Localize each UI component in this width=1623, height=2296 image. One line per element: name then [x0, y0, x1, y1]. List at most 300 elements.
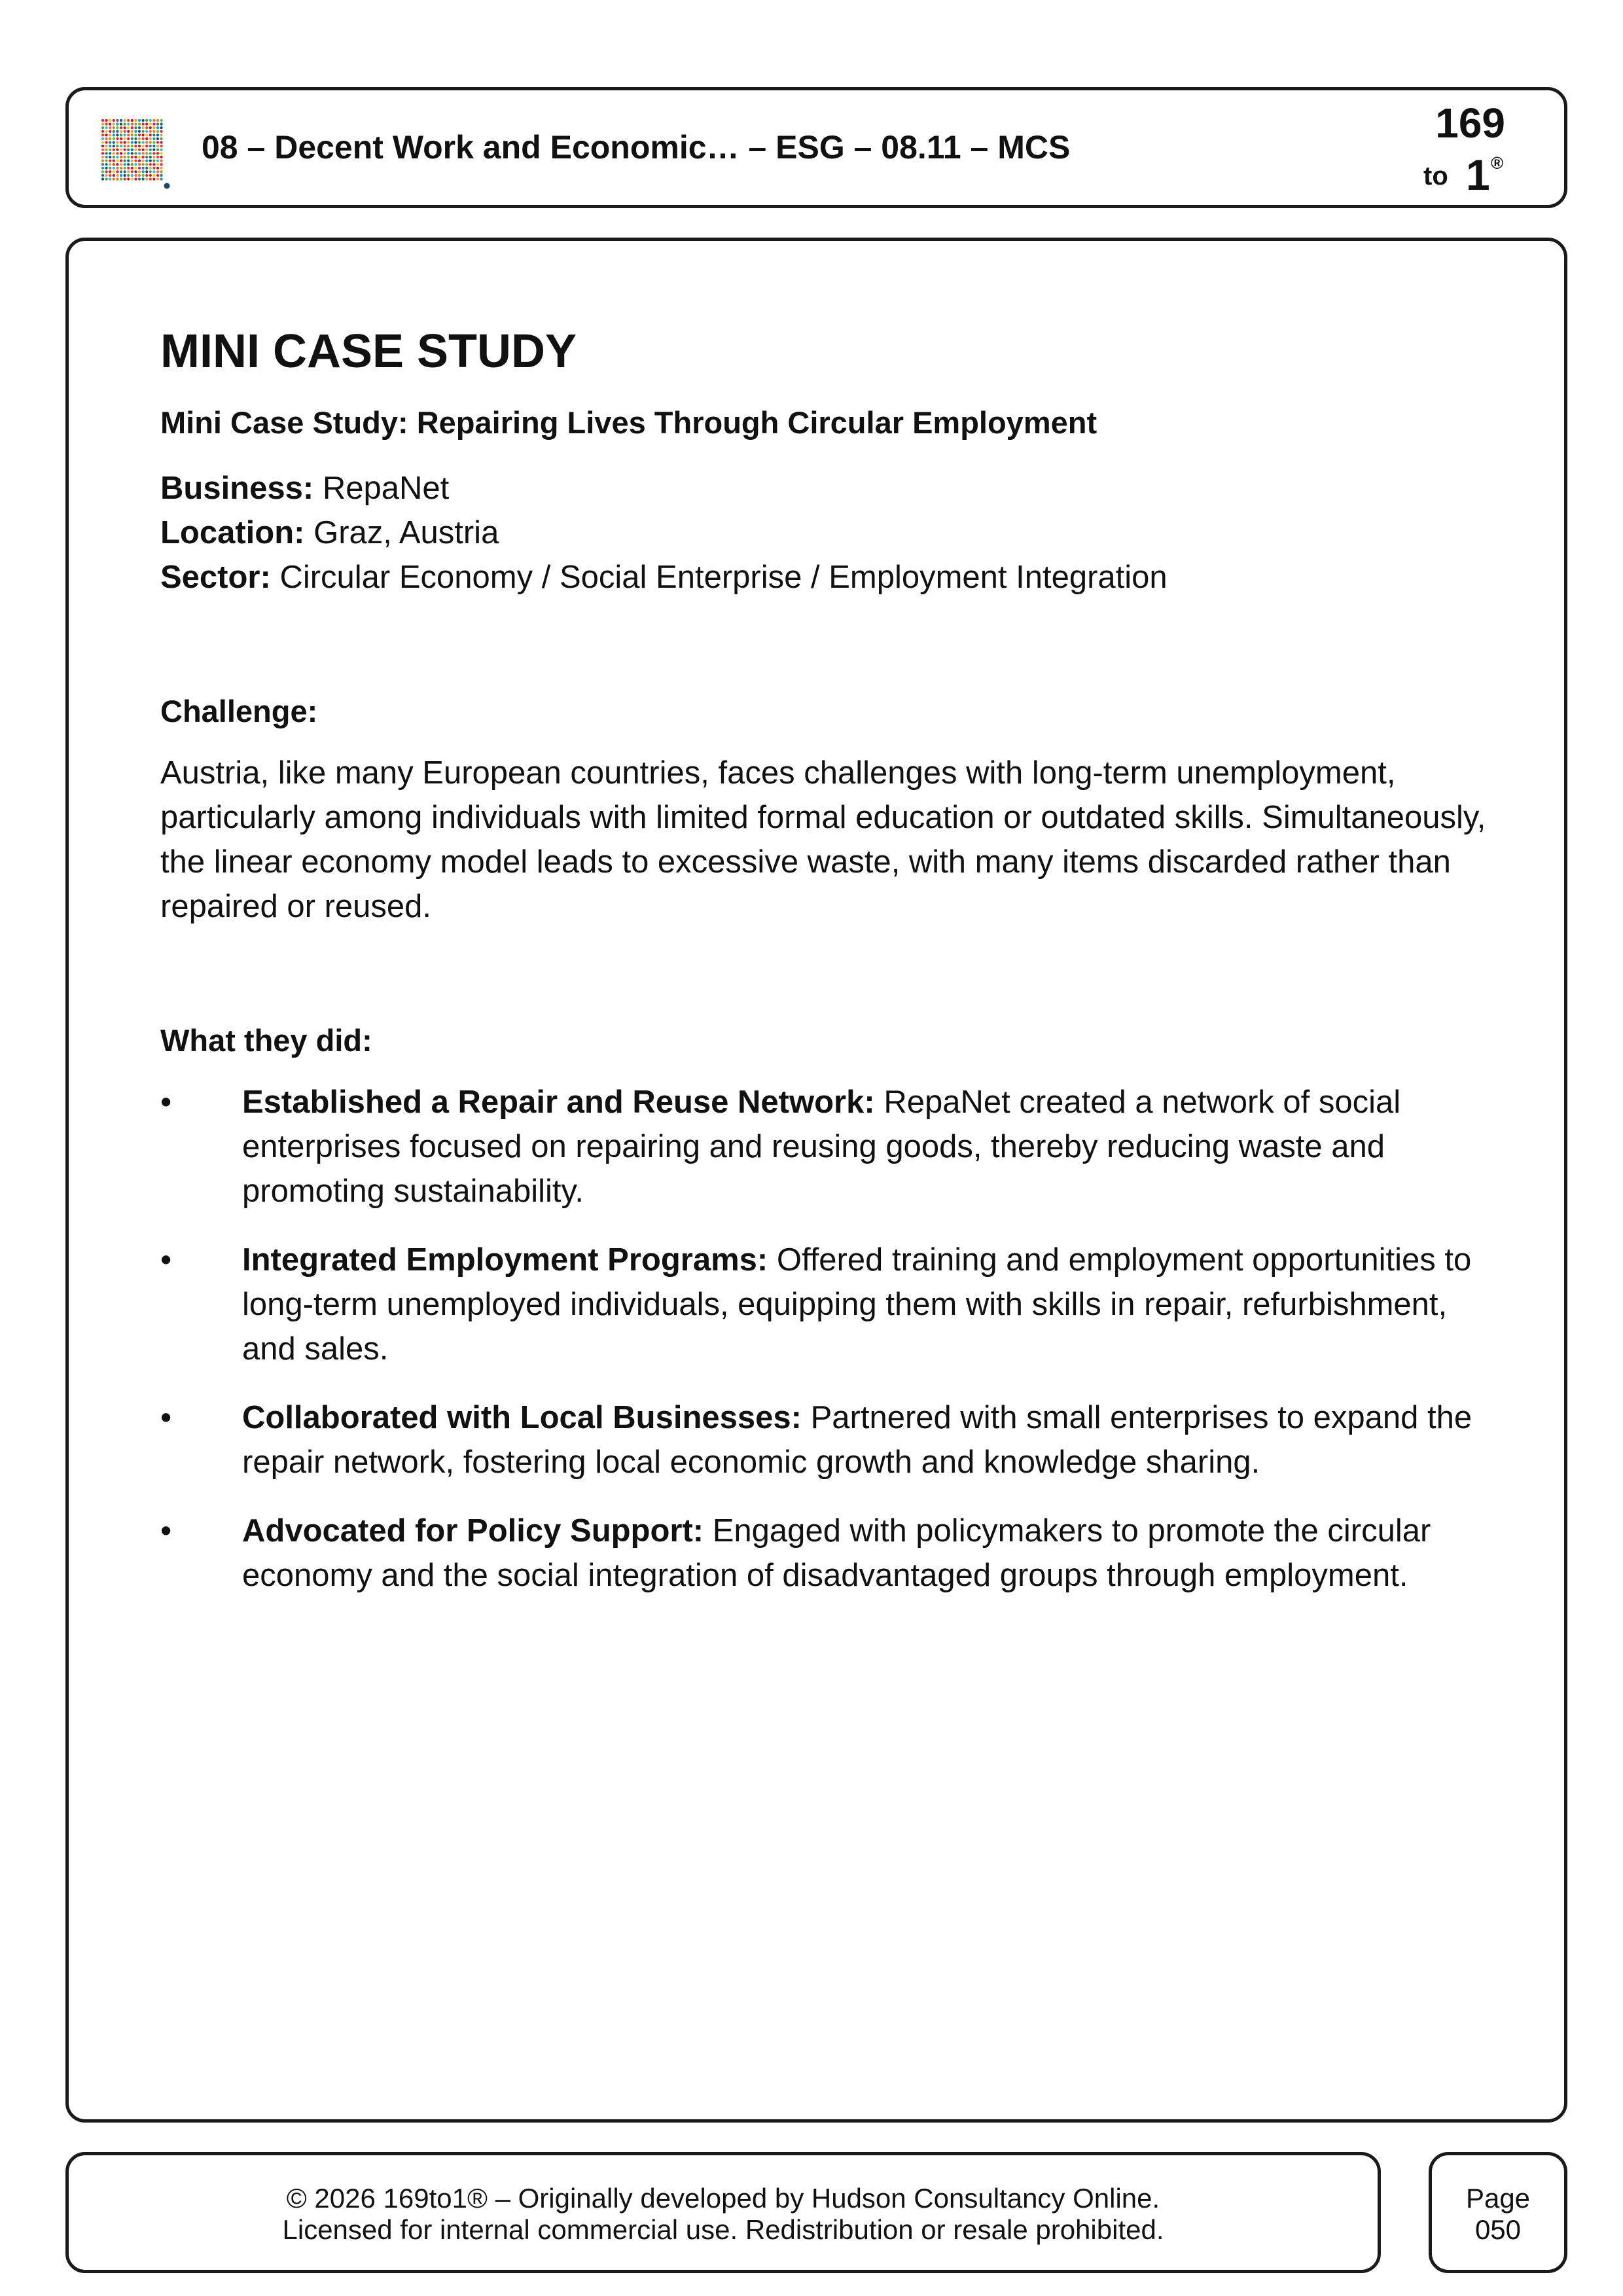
logo-dot — [134, 130, 137, 133]
logo-dot — [131, 149, 134, 151]
logo-dot — [124, 149, 126, 151]
logo-dot — [113, 119, 115, 122]
brand-registered-mark: ® — [1491, 153, 1504, 173]
logo-dot — [145, 126, 148, 129]
logo-dot — [138, 126, 141, 129]
page-footer — [65, 2152, 1381, 2273]
logo-dot — [138, 178, 141, 181]
logo-dot — [131, 170, 134, 173]
logo-dot — [152, 163, 155, 166]
logo-dot — [152, 160, 155, 162]
logo-dot — [109, 134, 111, 136]
logo-dot — [113, 178, 115, 181]
action-text: RepaNet created a network of social enterprises focused on repairing and reusing goods, thereby reducing waste and promoting sustainability. — [242, 1085, 1401, 1210]
logo-dot — [105, 130, 108, 133]
logo-dot — [138, 170, 141, 173]
logo-dot — [131, 152, 134, 154]
logo-dot — [134, 137, 137, 140]
logo-dot — [101, 134, 104, 136]
logo-dot — [127, 156, 130, 158]
logo-dot — [156, 123, 159, 126]
action-text: Partnered with small enterprises to expand the repair network, fostering local economic growth and knowledge sharing. — [242, 1400, 1472, 1480]
logo-dot — [127, 174, 130, 177]
logo-dot — [101, 137, 104, 140]
page-label: Page — [1465, 2183, 1531, 2214]
logo-dot — [145, 170, 148, 173]
logo-dot — [145, 178, 148, 181]
logo-dot — [105, 145, 108, 147]
sdg-dot-grid-logo-icon — [99, 117, 171, 190]
logo-dot — [131, 141, 134, 144]
logo-dot — [109, 141, 111, 144]
logo-dot — [160, 160, 163, 162]
logo-dot — [149, 160, 152, 162]
logo-dot — [124, 156, 126, 158]
logo-dot — [113, 145, 115, 147]
logo-dot — [124, 126, 126, 129]
logo-dot — [109, 163, 111, 166]
logo-dot — [152, 145, 155, 147]
logo-dot — [142, 126, 145, 129]
logo-dot — [134, 174, 137, 177]
logo-dot — [156, 134, 159, 136]
logo-dot — [116, 145, 118, 147]
logo-dot — [101, 152, 104, 154]
logo-dot — [113, 152, 115, 154]
logo-dot — [105, 119, 108, 122]
logo-dot — [160, 178, 163, 181]
logo-dot — [124, 163, 126, 166]
logo-dot — [142, 141, 145, 144]
logo-dot — [101, 149, 104, 151]
logo-dot — [152, 123, 155, 126]
logo-dot — [131, 119, 134, 122]
logo-dot — [134, 152, 137, 154]
location-line — [160, 511, 1489, 555]
logo-dot — [160, 119, 163, 122]
logo-dot — [124, 130, 126, 133]
logo-dot — [124, 119, 126, 122]
logo-dot — [160, 123, 163, 126]
logo-dot — [142, 178, 145, 181]
logo-dot — [124, 123, 126, 126]
logo-dot — [120, 126, 122, 129]
logo-dot — [160, 156, 163, 158]
header-title: 08 – Decent Work and Economic… – ESG – 08.11 – MCS — [202, 129, 1071, 166]
action-title: Integrated Employment Programs: — [242, 1242, 768, 1278]
logo-dot — [156, 156, 159, 158]
logo-dot — [105, 156, 108, 158]
logo-dot — [124, 167, 126, 170]
logo-dot — [160, 130, 163, 133]
logo-dot — [127, 163, 130, 166]
logo-dot — [152, 170, 155, 173]
page-header — [65, 87, 1567, 208]
logo-dot — [131, 145, 134, 147]
logo-dot — [142, 163, 145, 166]
logo-dot — [116, 167, 118, 170]
logo-dot — [156, 178, 159, 181]
logo-dot — [101, 119, 104, 122]
logo-dot — [142, 134, 145, 136]
logo-dot — [131, 156, 134, 158]
logo-dot — [156, 141, 159, 144]
logo-dot — [127, 123, 130, 126]
logo-dot — [160, 126, 163, 129]
bullet-icon: • — [160, 1513, 172, 1549]
logo-dot — [105, 178, 108, 181]
logo-dot — [105, 123, 108, 126]
logo-dot — [113, 126, 115, 129]
logo-dot — [160, 163, 163, 166]
logo-dot — [101, 123, 104, 126]
logo-dot — [124, 174, 126, 177]
logo-dot — [131, 160, 134, 162]
logo-dot — [142, 145, 145, 147]
logo-dot — [145, 134, 148, 136]
logo-dot — [127, 134, 130, 136]
logo-dot — [116, 170, 118, 173]
logo-dot — [156, 149, 159, 151]
logo-dot — [127, 149, 130, 151]
logo-dot — [149, 134, 152, 136]
business-value: RepaNet — [322, 471, 450, 507]
logo-dot — [138, 163, 141, 166]
logo-dot — [142, 149, 145, 151]
logo-dot — [145, 174, 148, 177]
logo-dot — [116, 174, 118, 177]
list-item — [160, 1080, 1489, 1213]
logo-dot — [156, 119, 159, 122]
brand-logo — [1400, 99, 1512, 200]
logo-dot — [105, 174, 108, 177]
case-study-content — [160, 326, 1489, 1622]
logo-dot — [101, 145, 104, 147]
business-label: Business: — [160, 471, 314, 507]
logo-dot — [138, 145, 141, 147]
sector-line — [160, 555, 1489, 600]
page-number: 050 — [1474, 2214, 1522, 2245]
logo-dot — [138, 141, 141, 144]
logo-dot — [120, 156, 122, 158]
logo-dot — [127, 152, 130, 154]
sector-label: Sector: — [160, 560, 271, 596]
logo-dot — [109, 152, 111, 154]
logo-dot — [138, 119, 141, 122]
logo-dot — [113, 160, 115, 162]
logo-dot — [131, 123, 134, 126]
logo-dot — [101, 160, 104, 162]
logo-dot — [124, 145, 126, 147]
logo-dot — [152, 178, 155, 181]
logo-dot — [149, 152, 152, 154]
logo-accent-dot — [164, 183, 170, 189]
logo-dot — [105, 134, 108, 136]
logo-dot — [138, 156, 141, 158]
logo-dot — [152, 134, 155, 136]
logo-dot — [149, 149, 152, 151]
page-number-box — [1429, 2152, 1567, 2273]
logo-dot — [138, 152, 141, 154]
page-heading: MINI CASE STUDY — [160, 325, 577, 378]
logo-dot — [120, 167, 122, 170]
logo-dot — [142, 170, 145, 173]
action-text: Offered training and employment opportunities to long-term unemployed individuals, equipping them with skills in repair, refurbishment, and sales. — [242, 1242, 1472, 1367]
action-text: Engaged with policymakers to promote the circular economy and the social integration of disadvantaged groups through employment. — [242, 1513, 1431, 1594]
logo-dot — [145, 137, 148, 140]
logo-dot — [145, 160, 148, 162]
logo-dot — [113, 123, 115, 126]
logo-dot — [149, 141, 152, 144]
logo-dot — [127, 160, 130, 162]
logo-dot — [134, 167, 137, 170]
list-item — [160, 1509, 1489, 1598]
logo-dot — [120, 170, 122, 173]
logo-dot — [109, 170, 111, 173]
logo-dot — [101, 130, 104, 133]
action-title: Advocated for Policy Support: — [242, 1513, 704, 1549]
logo-dot — [127, 167, 130, 170]
logo-dot — [160, 137, 163, 140]
brand-to: to — [1423, 162, 1448, 190]
logo-dot — [109, 174, 111, 177]
logo-dot — [149, 145, 152, 147]
logo-dot — [113, 170, 115, 173]
logo-dot — [145, 123, 148, 126]
logo-dot — [124, 178, 126, 181]
logo-dot — [124, 141, 126, 144]
bullet-icon: • — [160, 1242, 172, 1278]
logo-dot — [116, 137, 118, 140]
logo-dot — [116, 178, 118, 181]
logo-dot — [145, 152, 148, 154]
logo-dot — [149, 163, 152, 166]
logo-dot — [109, 126, 111, 129]
logo-dot — [120, 145, 122, 147]
logo-dot — [116, 119, 118, 122]
copyright-line: © 2026 169to1® – Originally developed by Hudson Consultancy Online. — [286, 2183, 1160, 2214]
logo-dot — [105, 170, 108, 173]
logo-dot — [109, 137, 111, 140]
logo-dot — [127, 137, 130, 140]
logo-dot — [152, 167, 155, 170]
logo-dot — [116, 126, 118, 129]
logo-dot — [113, 156, 115, 158]
logo-dot — [127, 141, 130, 144]
license-line: Licensed for internal commercial use. Redistribution or resale prohibited. — [282, 2214, 1164, 2245]
logo-dot — [120, 123, 122, 126]
logo-dot — [113, 141, 115, 144]
logo-dot — [156, 130, 159, 133]
logo-dot — [113, 134, 115, 136]
logo-dot — [116, 141, 118, 144]
logo-dot — [145, 130, 148, 133]
logo-dot — [101, 170, 104, 173]
logo-dot — [152, 119, 155, 122]
logo-dot — [120, 141, 122, 144]
logo-dot — [142, 167, 145, 170]
logo-dot — [152, 149, 155, 151]
logo-dot — [116, 134, 118, 136]
logo-dot — [120, 163, 122, 166]
logo-dot — [105, 149, 108, 151]
logo-dot — [142, 156, 145, 158]
logo-dot — [149, 123, 152, 126]
sector-value: Circular Economy / Social Enterprise / Employment Integration — [279, 560, 1168, 596]
logo-dot — [113, 167, 115, 170]
logo-dot — [109, 149, 111, 151]
logo-dot — [131, 167, 134, 170]
case-study-title: Mini Case Study: Repairing Lives Through Circular Employment — [160, 405, 1097, 440]
action-title: Established a Repair and Reuse Network: — [242, 1085, 875, 1121]
challenge-heading: Challenge: — [160, 694, 318, 729]
logo-dot — [138, 123, 141, 126]
logo-dot — [105, 167, 108, 170]
logo-dot — [127, 119, 130, 122]
bullet-icon: • — [160, 1400, 172, 1436]
location-value: Graz, Austria — [313, 515, 499, 551]
logo-dot — [145, 141, 148, 144]
logo-dot — [138, 167, 141, 170]
logo-dot — [131, 126, 134, 129]
logo-dot — [105, 163, 108, 166]
logo-dot — [160, 152, 163, 154]
logo-dot — [134, 119, 137, 122]
logo-dot — [124, 160, 126, 162]
logo-dot — [160, 134, 163, 136]
logo-dot — [145, 119, 148, 122]
logo-dot — [116, 123, 118, 126]
logo-dot — [109, 160, 111, 162]
logo-dot — [131, 137, 134, 140]
logo-dot — [120, 174, 122, 177]
logo-dot — [101, 163, 104, 166]
logo-dot — [134, 160, 137, 162]
action-title: Collaborated with Local Businesses: — [242, 1400, 802, 1436]
logo-dot — [120, 119, 122, 122]
logo-dot — [131, 134, 134, 136]
logo-dot — [152, 141, 155, 144]
logo-dot — [131, 130, 134, 133]
logo-dot — [105, 160, 108, 162]
logo-dot — [149, 119, 152, 122]
logo-dot — [124, 134, 126, 136]
logo-dot — [113, 174, 115, 177]
logo-dot — [131, 174, 134, 177]
logo-dot — [142, 152, 145, 154]
brand-number: 169 — [1435, 99, 1505, 147]
logo-dot — [156, 152, 159, 154]
logo-dot — [120, 149, 122, 151]
logo-dot — [160, 174, 163, 177]
logo-dot — [134, 170, 137, 173]
actions-list — [160, 1080, 1489, 1598]
logo-dot — [160, 170, 163, 173]
actions-heading: What they did: — [160, 1023, 372, 1058]
list-item — [160, 1238, 1489, 1371]
logo-dot — [109, 145, 111, 147]
logo-dot — [152, 137, 155, 140]
logo-dot — [156, 174, 159, 177]
logo-dot — [127, 170, 130, 173]
logo-dot — [156, 167, 159, 170]
logo-dot — [109, 156, 111, 158]
logo-dot — [149, 178, 152, 181]
logo-dot — [101, 178, 104, 181]
logo-dot — [120, 134, 122, 136]
logo-dot — [152, 126, 155, 129]
logo-dot — [149, 167, 152, 170]
logo-dot — [160, 167, 163, 170]
logo-dot — [127, 178, 130, 181]
logo-dot — [142, 123, 145, 126]
logo-dot — [120, 178, 122, 181]
logo-dot — [120, 152, 122, 154]
logo-dot — [160, 141, 163, 144]
logo-dot — [101, 141, 104, 144]
logo-dot — [109, 119, 111, 122]
logo-dot — [138, 149, 141, 151]
bullet-icon: • — [160, 1085, 172, 1121]
logo-dot — [120, 137, 122, 140]
logo-dot — [105, 126, 108, 129]
logo-dot — [152, 130, 155, 133]
logo-dot — [138, 160, 141, 162]
logo-dot — [124, 152, 126, 154]
logo-dot — [149, 130, 152, 133]
logo-dot — [134, 123, 137, 126]
logo-dot — [101, 167, 104, 170]
logo-dot — [149, 137, 152, 140]
logo-dot — [109, 130, 111, 133]
logo-dot — [149, 174, 152, 177]
logo-dot — [120, 130, 122, 133]
logo-dot — [142, 119, 145, 122]
location-label: Location: — [160, 515, 305, 551]
logo-dot — [138, 174, 141, 177]
logo-dot — [142, 137, 145, 140]
business-line — [160, 466, 1489, 511]
logo-dot — [101, 126, 104, 129]
copyright-notice — [69, 2183, 1378, 2246]
logo-dot — [131, 163, 134, 166]
main-content-card — [65, 238, 1567, 2123]
logo-dot — [116, 152, 118, 154]
list-item — [160, 1395, 1489, 1484]
logo-dot — [156, 137, 159, 140]
logo-dot — [134, 156, 137, 158]
logo-dot — [134, 149, 137, 151]
logo-dot — [113, 137, 115, 140]
logo-dot — [142, 174, 145, 177]
logo-dot — [138, 134, 141, 136]
logo-dot — [134, 145, 137, 147]
logo-dot — [120, 160, 122, 162]
logo-dot — [156, 170, 159, 173]
logo-dot — [109, 178, 111, 181]
logo-dot — [156, 145, 159, 147]
logo-dot — [109, 123, 111, 126]
logo-dot — [145, 149, 148, 151]
logo-dot — [142, 160, 145, 162]
logo-dot — [156, 160, 159, 162]
logo-dot — [105, 152, 108, 154]
logo-dot — [116, 160, 118, 162]
logo-dot — [113, 130, 115, 133]
logo-dot — [134, 163, 137, 166]
logo-dot — [152, 152, 155, 154]
logo-dot — [124, 170, 126, 173]
